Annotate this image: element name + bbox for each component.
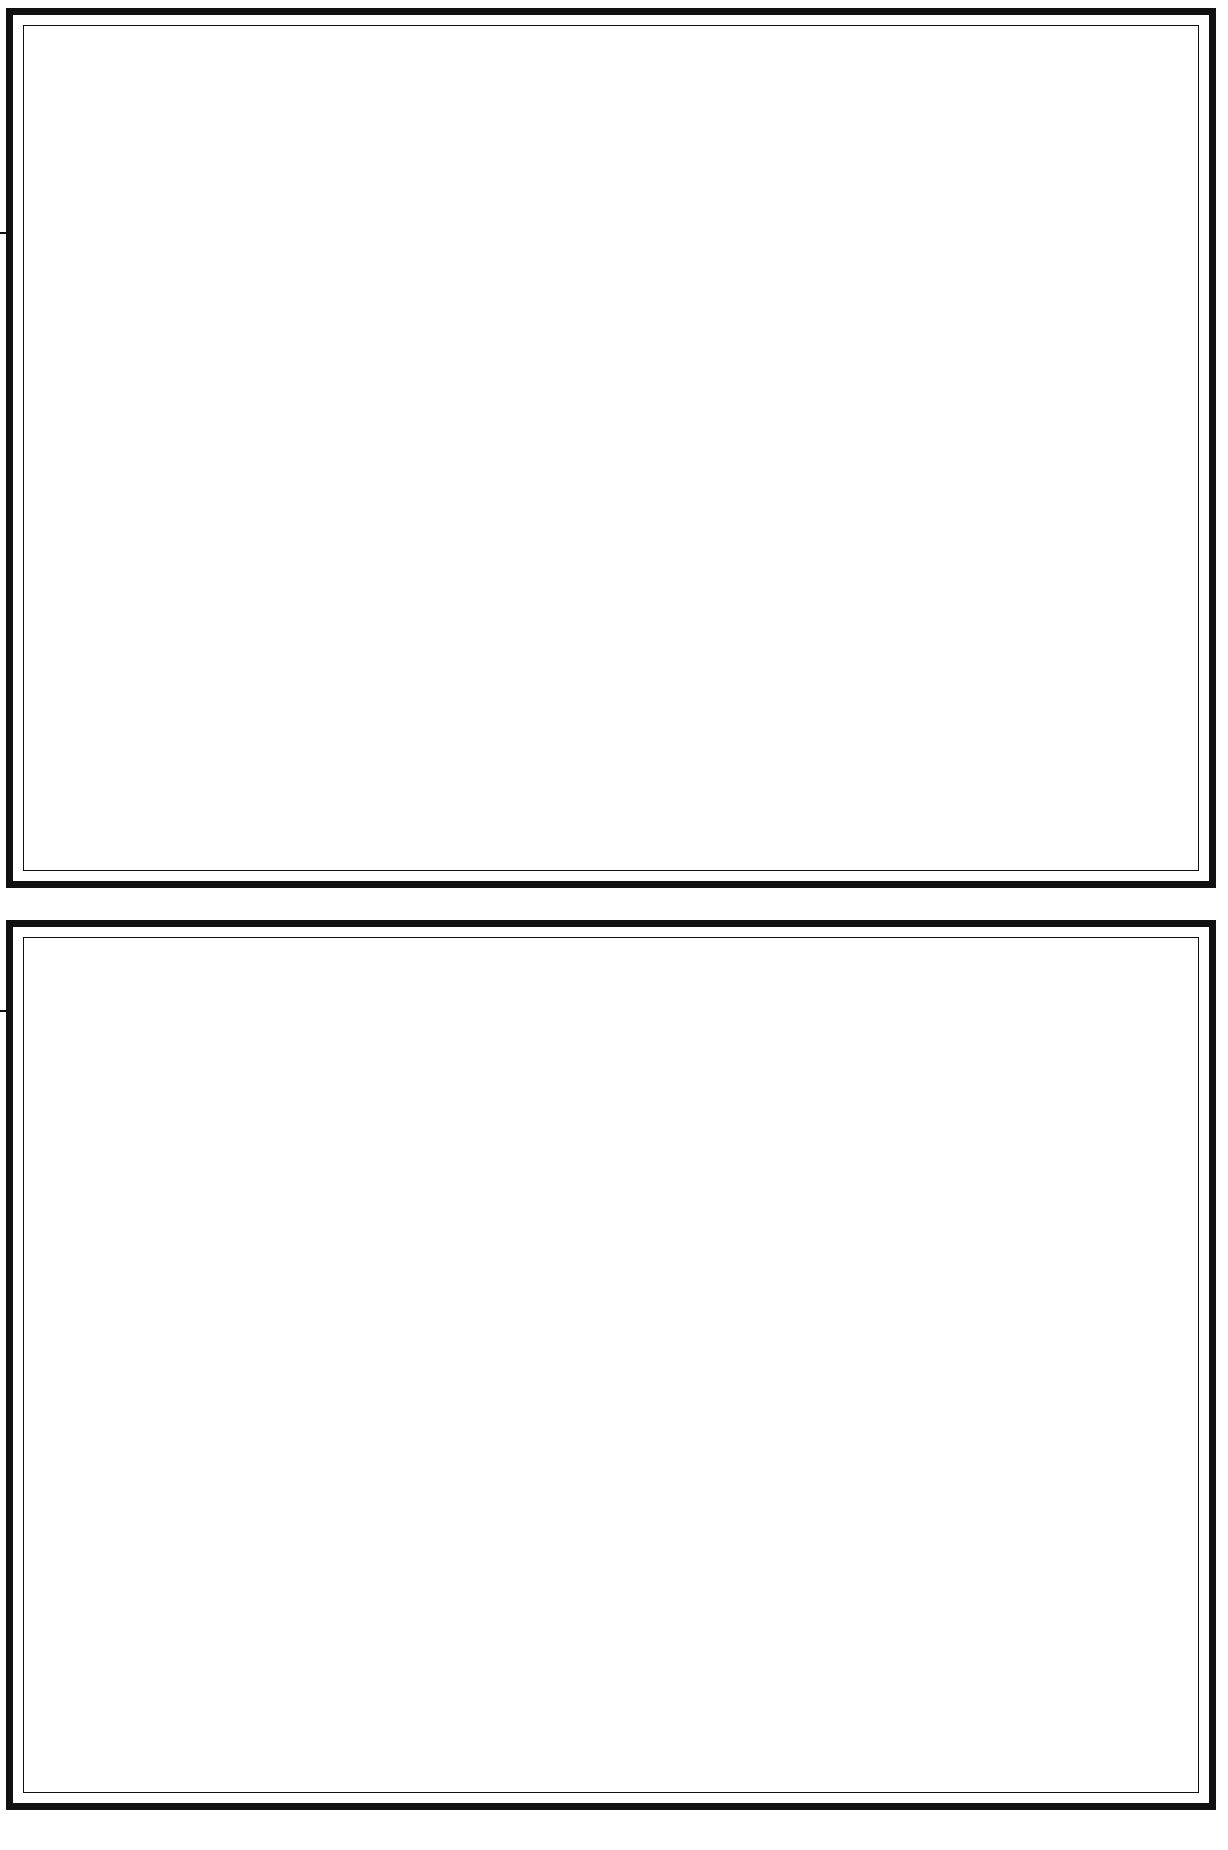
top-page-columns	[24, 26, 1198, 870]
bottom-page	[6, 920, 1216, 1810]
bottom-page-frame	[23, 937, 1199, 1793]
top-page-frame	[23, 25, 1199, 871]
margin-tick	[0, 1010, 6, 1012]
margin-tick	[0, 232, 6, 234]
top-page	[6, 8, 1216, 888]
bottom-page-columns	[24, 938, 1198, 1792]
